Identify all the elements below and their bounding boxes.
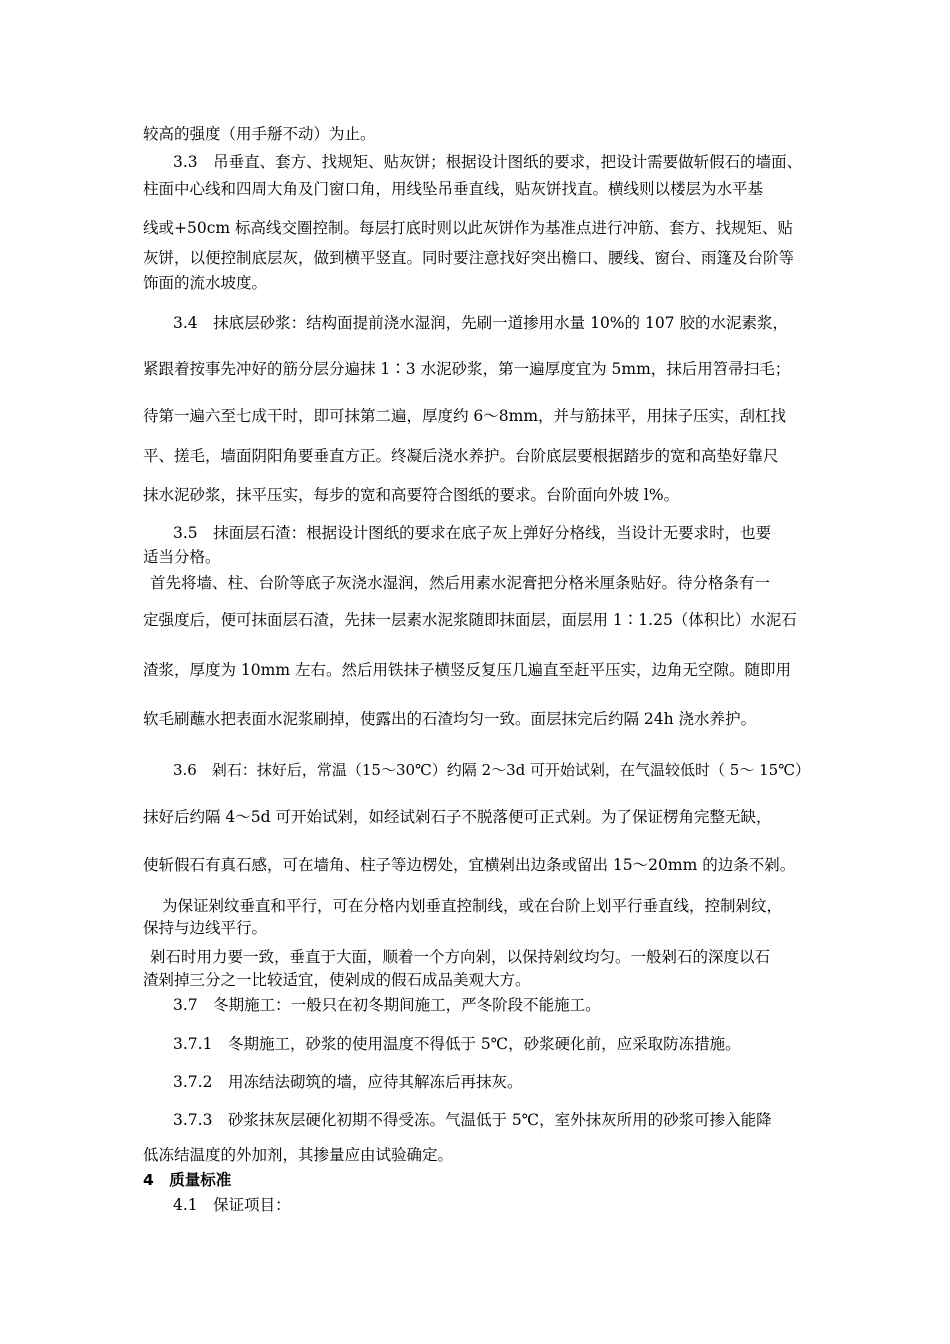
section-3-7-2-line: 3.7.2 用冻结法砌筑的墙，应待其解冻后再抹灰。: [173, 1073, 523, 1091]
section-3-7-3-line: 3.7.3 砂浆抹灰层硬化初期不得受冻。气温低于 5℃，室外抹灰所用的砂浆可掺入能降: [173, 1111, 772, 1129]
paragraph-line: 抹水泥砂浆，抹平压实，每步的宽和高要符合图纸的要求。台阶面向外坡 l%。: [143, 486, 680, 504]
section-3-4-line: 3.4 抹底层砂浆：结构面提前浇水湿润，先刷一道掺用水量 10%的 107 胶的水泥素浆，: [173, 314, 788, 332]
section-3-5-line: 3.5 抹面层石渣：根据设计图纸的要求在底子灰上弹好分格线，当设计无要求时，也要: [173, 524, 772, 542]
section-3-7-1-line: 3.7.1 冬期施工，砂浆的使用温度不得低于 5℃，砂浆硬化前，应采取防冻措施。: [173, 1035, 741, 1053]
section-3-3-line: 3.3 吊垂直、套方、找规矩、贴灰饼；根据设计图纸的要求，把设计需要做斩假石的墙面、: [173, 153, 803, 171]
paragraph-line: 使斩假石有真石感，可在墙角、柱子等边楞处，宜横剁出边条或留出 15～20mm 的边条不剁。: [143, 856, 796, 874]
section-3-6-line: 3.6 剁石：抹好后，常温（15～30℃）约隔 2～3d 可开始试剁，在气温较低时（ 5～ 15℃）: [173, 761, 810, 779]
paragraph-line: 平、搓毛，墙面阴阳角要垂直方正。终凝后浇水养护。台阶底层要根据踏步的宽和高垫好靠尺: [143, 447, 779, 465]
paragraph-line: 渣剁掉三分之一比较适宜，使剁成的假石成品美观大方。: [143, 971, 531, 989]
section-3-7-line: 3.7 冬期施工：一般只在初冬期间施工，严冬阶段不能施工。: [173, 996, 601, 1014]
paragraph-line: 渣浆，厚度为 10mm 左右。然后用铁抹子横竖反复压几遍直至赶平压实，边角无空隙。随即用: [143, 661, 791, 679]
paragraph-line: 软毛刷蘸水把表面水泥浆刷掉，使露出的石渣均匀一致。面层抹完后约隔 24h 浇水养护。: [143, 710, 757, 728]
section-4-heading: 4 质量标准: [143, 1171, 232, 1189]
paragraph-line: 较高的强度（用手掰不动）为止。: [143, 125, 376, 143]
paragraph-line: 柱面中心线和四周大角及门窗口角，用线坠吊垂直线，贴灰饼找直。横线则以楼层为水平基: [143, 180, 764, 198]
paragraph-line: 低冻结温度的外加剂，其掺量应由试验确定。: [143, 1146, 454, 1164]
paragraph-line: 灰饼，以便控制底层灰，做到横平竖直。同时要注意找好突出檐口、腰线、窗台、雨篷及台阶等: [143, 249, 795, 267]
paragraph-line: 保持与边线平行。: [143, 919, 268, 937]
paragraph-line: 适当分格。: [143, 548, 221, 566]
paragraph-line: 紧跟着按事先冲好的筋分层分遍抹 1∶3 水泥砂浆，第一遍厚度宜为 5mm，抹后用笤帚扫毛；: [143, 360, 791, 378]
paragraph-line: 线或+50cm 标高线交圈控制。每层打底时则以此灰饼作为基准点进行冲筋、套方、找规矩、贴: [143, 219, 794, 237]
paragraph-line: 为保证剁纹垂直和平行，可在分格内划垂直控制线，或在台阶上划平行垂直线，控制剁纹，: [162, 897, 783, 915]
paragraph-line: 待第一遍六至七成干时，即可抹第二遍，厚度约 6～8mm，并与筋抹平，用抹子压实，刮杠找: [143, 407, 787, 425]
paragraph-line: 首先将墙、柱、台阶等底子灰浇水湿润，然后用素水泥膏把分格米厘条贴好。待分格条有一: [150, 574, 771, 592]
paragraph-line: 抹好后约隔 4～5d 可开始试剁，如经试剁石子不脱落便可正式剁。为了保证楞角完整无缺，: [143, 808, 772, 826]
paragraph-line: 定强度后，便可抹面层石渣，先抹一层素水泥浆随即抹面层，面层用 1∶1.25（体积比）水泥石: [143, 611, 797, 629]
paragraph-line: 剁石时用力要一致，垂直于大面，顺着一个方向剁，以保持剁纹均匀。一般剁石的深度以石: [150, 948, 771, 966]
section-4-1-line: 4.1 保证项目：: [173, 1196, 291, 1214]
paragraph-line: 饰面的流水坡度。: [143, 274, 268, 292]
